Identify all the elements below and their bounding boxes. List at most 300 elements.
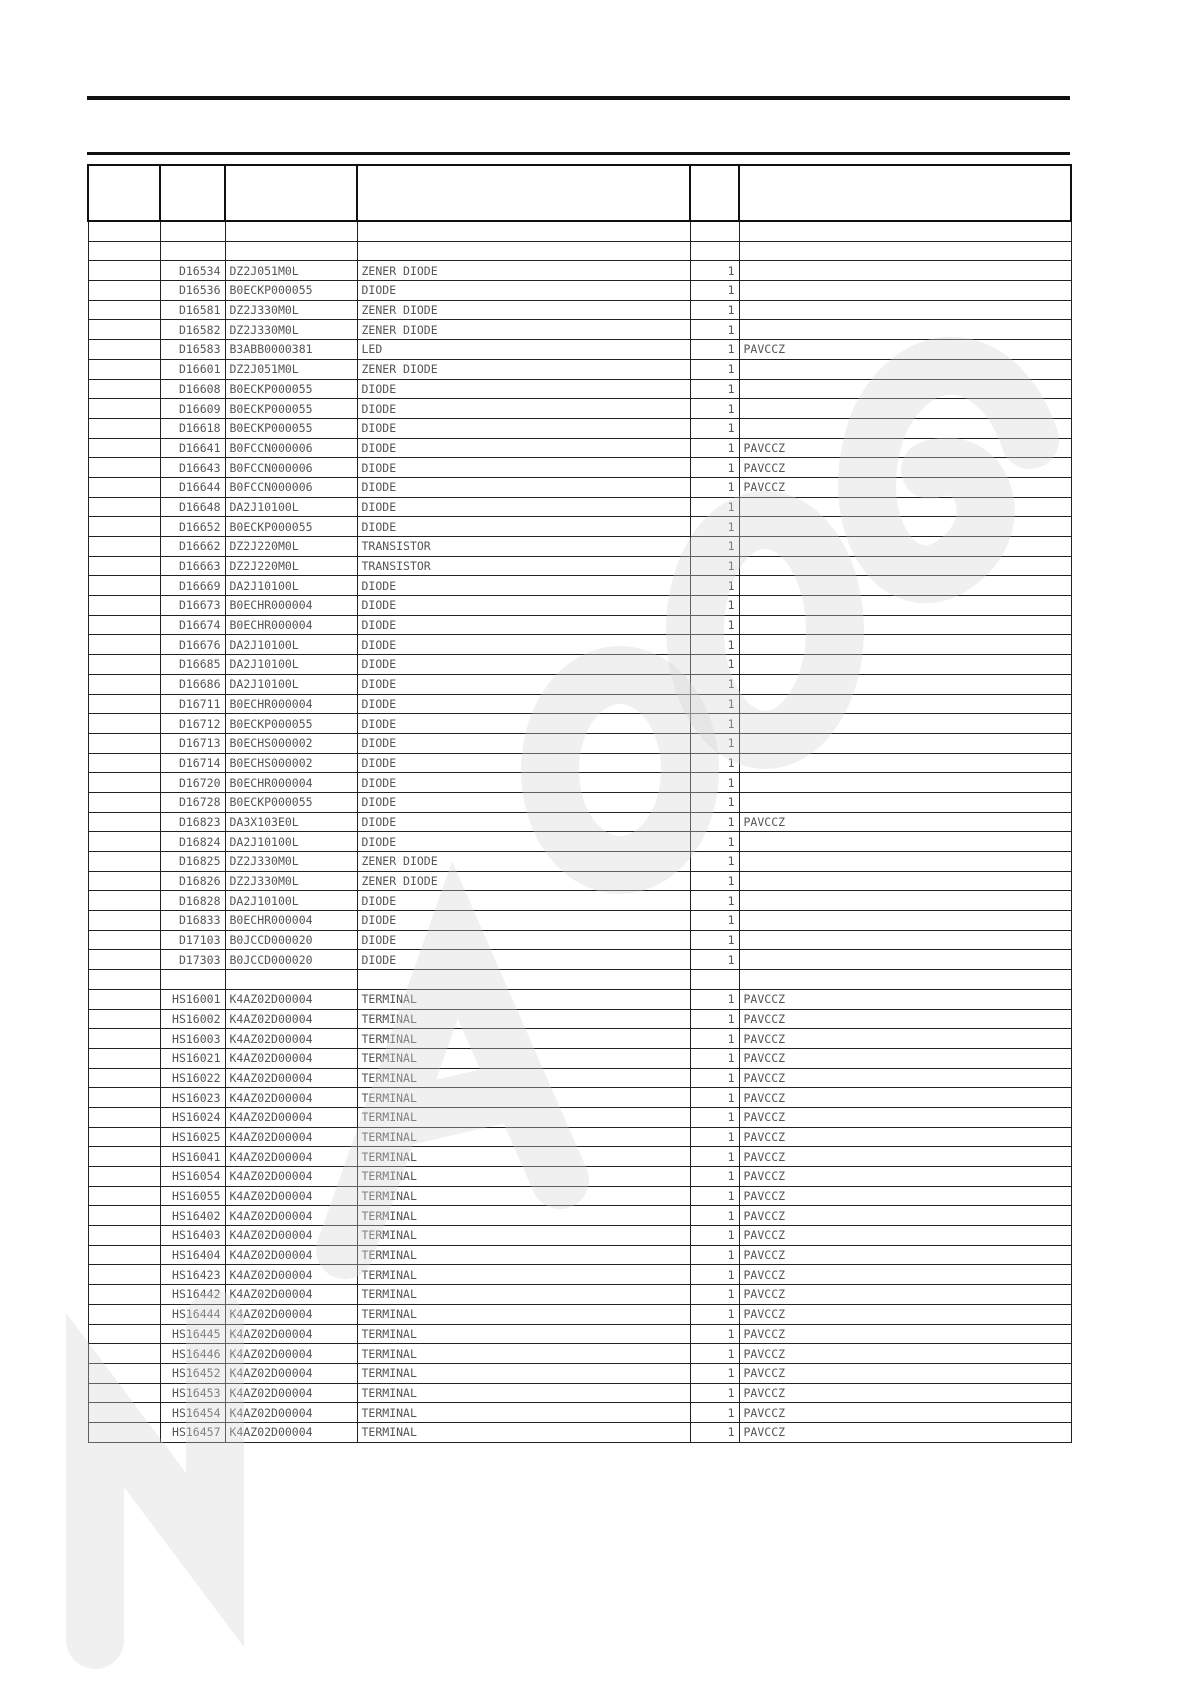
cell-remarks: PAVCCZ (739, 1383, 1071, 1403)
cell-part: DA2J10100L (225, 674, 357, 694)
cell-remarks (739, 714, 1071, 734)
cell-empty (88, 596, 160, 616)
cell-desc: DIODE (357, 832, 690, 852)
cell-qty: 1 (690, 320, 739, 340)
cell-ref (160, 970, 225, 990)
table-row (88, 635, 1071, 655)
cell-part: K4AZ02D00004 (225, 1147, 357, 1167)
cell-ref: D16828 (160, 891, 225, 911)
cell-qty: 1 (690, 832, 739, 852)
cell-part: K4AZ02D00004 (225, 1344, 357, 1364)
cell-desc (357, 970, 690, 990)
cell-empty (88, 792, 160, 812)
cell-remarks: PAVCCZ (739, 1048, 1071, 1068)
cell-qty: 1 (690, 1422, 739, 1442)
header-cell-remarks (739, 165, 1071, 221)
cell-part: DZ2J051M0L (225, 261, 357, 281)
cell-ref: D16609 (160, 399, 225, 419)
cell-ref: HS16001 (160, 989, 225, 1009)
cell-ref: D16608 (160, 379, 225, 399)
cell-remarks (739, 418, 1071, 438)
cell-empty (88, 221, 160, 241)
cell-remarks: PAVCCZ (739, 1206, 1071, 1226)
cell-remarks (739, 832, 1071, 852)
cell-ref: D17103 (160, 930, 225, 950)
cell-part: K4AZ02D00004 (225, 1048, 357, 1068)
cell-ref: HS16025 (160, 1127, 225, 1147)
cell-remarks: PAVCCZ (739, 1127, 1071, 1147)
cell-remarks (739, 970, 1071, 990)
cell-qty: 1 (690, 1226, 739, 1246)
table-row (88, 399, 1071, 419)
cell-desc: DIODE (357, 655, 690, 675)
cell-part: B0ECKP000055 (225, 517, 357, 537)
cell-empty (88, 1403, 160, 1423)
table-row (88, 615, 1071, 635)
cell-ref: HS16022 (160, 1068, 225, 1088)
cell-remarks: PAVCCZ (739, 1068, 1071, 1088)
cell-qty: 1 (690, 1324, 739, 1344)
cell-remarks: PAVCCZ (739, 1304, 1071, 1324)
header-cell-desc (357, 165, 690, 221)
cell-ref: D16833 (160, 911, 225, 931)
cell-desc (357, 241, 690, 261)
cell-remarks: PAVCCZ (739, 1226, 1071, 1246)
cell-part: DZ2J051M0L (225, 359, 357, 379)
cell-empty (88, 1088, 160, 1108)
cell-desc: DIODE (357, 792, 690, 812)
cell-empty (88, 1068, 160, 1088)
table-row (88, 320, 1071, 340)
parts-list-table (87, 164, 1072, 1443)
table-row (88, 1029, 1071, 1049)
cell-ref: D16534 (160, 261, 225, 281)
cell-remarks (739, 773, 1071, 793)
cell-ref: HS16402 (160, 1206, 225, 1226)
cell-part: K4AZ02D00004 (225, 1107, 357, 1127)
cell-ref: D16669 (160, 576, 225, 596)
table-row (88, 1344, 1071, 1364)
cell-ref: D16676 (160, 635, 225, 655)
table-row (88, 596, 1071, 616)
cell-empty (88, 832, 160, 852)
cell-ref: D16643 (160, 458, 225, 478)
cell-remarks (739, 655, 1071, 675)
cell-remarks (739, 733, 1071, 753)
cell-part: B0ECHR000004 (225, 596, 357, 616)
cell-part: B0FCCN000006 (225, 438, 357, 458)
table-row (88, 1245, 1071, 1265)
table-row (88, 1403, 1071, 1423)
cell-desc: DIODE (357, 635, 690, 655)
cell-part: K4AZ02D00004 (225, 1009, 357, 1029)
cell-part: DA2J10100L (225, 891, 357, 911)
cell-remarks (739, 261, 1071, 281)
cell-ref: D16583 (160, 340, 225, 360)
cell-empty (88, 989, 160, 1009)
cell-desc: DIODE (357, 773, 690, 793)
cell-ref: D16581 (160, 300, 225, 320)
cell-part: DZ2J330M0L (225, 852, 357, 872)
cell-remarks (739, 930, 1071, 950)
cell-desc: DIODE (357, 891, 690, 911)
cell-empty (88, 753, 160, 773)
cell-desc: DIODE (357, 281, 690, 301)
cell-qty: 1 (690, 1107, 739, 1127)
cell-empty (88, 714, 160, 734)
cell-part (225, 221, 357, 241)
table-row (88, 674, 1071, 694)
cell-desc: DIODE (357, 517, 690, 537)
cell-desc: TERMINAL (357, 1422, 690, 1442)
table-row (88, 1048, 1071, 1068)
cell-empty (88, 1383, 160, 1403)
table-row (88, 812, 1071, 832)
cell-desc: TERMINAL (357, 1383, 690, 1403)
cell-empty (88, 812, 160, 832)
cell-remarks (739, 635, 1071, 655)
cell-ref (160, 241, 225, 261)
cell-desc: DIODE (357, 615, 690, 635)
cell-part: DA3X103E0L (225, 812, 357, 832)
table-row (88, 1226, 1071, 1246)
cell-qty: 1 (690, 1363, 739, 1383)
cell-qty: 1 (690, 733, 739, 753)
table-row (88, 930, 1071, 950)
cell-part: K4AZ02D00004 (225, 1068, 357, 1088)
cell-ref: HS16054 (160, 1167, 225, 1187)
table-row (88, 792, 1071, 812)
cell-qty: 1 (690, 458, 739, 478)
table-row (88, 1009, 1071, 1029)
table-row (88, 1422, 1071, 1442)
cell-qty: 1 (690, 635, 739, 655)
cell-empty (88, 1186, 160, 1206)
cell-qty: 1 (690, 773, 739, 793)
cell-desc: DIODE (357, 930, 690, 950)
cell-part: K4AZ02D00004 (225, 1088, 357, 1108)
cell-desc: ZENER DIODE (357, 871, 690, 891)
cell-ref: HS16453 (160, 1383, 225, 1403)
table-row (88, 1127, 1071, 1147)
table-row (88, 458, 1071, 478)
cell-part: B3ABB0000381 (225, 340, 357, 360)
cell-ref: D16652 (160, 517, 225, 537)
cell-part: DA2J10100L (225, 832, 357, 852)
cell-desc: TERMINAL (357, 1068, 690, 1088)
cell-qty: 1 (690, 1304, 739, 1324)
cell-desc: TERMINAL (357, 1206, 690, 1226)
table-row (88, 655, 1071, 675)
cell-desc: TERMINAL (357, 1226, 690, 1246)
cell-ref: D16720 (160, 773, 225, 793)
cell-empty (88, 891, 160, 911)
cell-ref: D16641 (160, 438, 225, 458)
cell-part: DZ2J330M0L (225, 300, 357, 320)
table-row (88, 911, 1071, 931)
cell-desc: TERMINAL (357, 1363, 690, 1383)
table-row (88, 891, 1071, 911)
cell-qty: 1 (690, 281, 739, 301)
cell-qty: 1 (690, 399, 739, 419)
cell-part: K4AZ02D00004 (225, 1265, 357, 1285)
cell-desc: DIODE (357, 379, 690, 399)
cell-empty (88, 537, 160, 557)
cell-part: K4AZ02D00004 (225, 1383, 357, 1403)
cell-remarks: PAVCCZ (739, 1265, 1071, 1285)
cell-part (225, 970, 357, 990)
table-row (88, 418, 1071, 438)
cell-empty (88, 399, 160, 419)
cell-ref: HS16442 (160, 1285, 225, 1305)
cell-empty (88, 359, 160, 379)
cell-empty (88, 458, 160, 478)
table-row (88, 1363, 1071, 1383)
cell-ref (160, 221, 225, 241)
cell-ref: HS16403 (160, 1226, 225, 1246)
cell-remarks: PAVCCZ (739, 1324, 1071, 1344)
cell-qty (690, 970, 739, 990)
table-row (88, 852, 1071, 872)
cell-qty: 1 (690, 340, 739, 360)
cell-part: K4AZ02D00004 (225, 1167, 357, 1187)
cell-empty (88, 871, 160, 891)
cell-qty: 1 (690, 694, 739, 714)
cell-qty: 1 (690, 1048, 739, 1068)
cell-empty (88, 1029, 160, 1049)
header-cell-ref (160, 165, 225, 221)
table-row (88, 241, 1071, 261)
cell-empty (88, 340, 160, 360)
cell-qty: 1 (690, 753, 739, 773)
cell-ref: D16674 (160, 615, 225, 635)
cell-empty (88, 1324, 160, 1344)
cell-remarks: PAVCCZ (739, 1363, 1071, 1383)
cell-ref: D16536 (160, 281, 225, 301)
cell-desc: TERMINAL (357, 1265, 690, 1285)
cell-ref: HS16457 (160, 1422, 225, 1442)
cell-qty: 1 (690, 871, 739, 891)
cell-remarks: PAVCCZ (739, 1344, 1071, 1364)
table-row (88, 950, 1071, 970)
table-row (88, 1186, 1071, 1206)
cell-remarks: PAVCCZ (739, 1245, 1071, 1265)
cell-qty: 1 (690, 1167, 739, 1187)
cell-empty (88, 1226, 160, 1246)
table-row (88, 281, 1071, 301)
cell-ref: HS16452 (160, 1363, 225, 1383)
cell-part: K4AZ02D00004 (225, 1226, 357, 1246)
cell-remarks (739, 694, 1071, 714)
cell-part: DZ2J330M0L (225, 871, 357, 891)
cell-empty (88, 1147, 160, 1167)
table-row (88, 300, 1071, 320)
cell-ref: D16714 (160, 753, 225, 773)
cell-part: B0ECKP000055 (225, 418, 357, 438)
cell-ref: HS16445 (160, 1324, 225, 1344)
table-row (88, 1147, 1071, 1167)
cell-empty (88, 773, 160, 793)
cell-qty (690, 241, 739, 261)
header-cell-empty (88, 165, 160, 221)
cell-qty: 1 (690, 950, 739, 970)
cell-remarks: PAVCCZ (739, 812, 1071, 832)
cell-part: B0ECHS000002 (225, 753, 357, 773)
cell-remarks (739, 497, 1071, 517)
cell-remarks (739, 950, 1071, 970)
cell-remarks (739, 241, 1071, 261)
cell-ref: D16685 (160, 655, 225, 675)
cell-desc: DIODE (357, 497, 690, 517)
cell-qty: 1 (690, 1186, 739, 1206)
cell-empty (88, 320, 160, 340)
cell-desc: TERMINAL (357, 1088, 690, 1108)
cell-ref: D16662 (160, 537, 225, 557)
cell-empty (88, 1344, 160, 1364)
cell-empty (88, 556, 160, 576)
table-row (88, 340, 1071, 360)
cell-ref: D16711 (160, 694, 225, 714)
header-cell-part (225, 165, 357, 221)
cell-qty: 1 (690, 418, 739, 438)
cell-ref: D16648 (160, 497, 225, 517)
cell-remarks (739, 891, 1071, 911)
cell-desc: TERMINAL (357, 1009, 690, 1029)
table-row (88, 537, 1071, 557)
cell-desc: DIODE (357, 477, 690, 497)
cell-desc: TERMINAL (357, 1344, 690, 1364)
cell-qty: 1 (690, 891, 739, 911)
cell-remarks (739, 576, 1071, 596)
cell-desc: TERMINAL (357, 1127, 690, 1147)
cell-qty: 1 (690, 497, 739, 517)
cell-desc: TERMINAL (357, 1167, 690, 1187)
cell-desc: DIODE (357, 911, 690, 931)
cell-desc: ZENER DIODE (357, 359, 690, 379)
cell-qty: 1 (690, 792, 739, 812)
table-row (88, 1383, 1071, 1403)
cell-qty: 1 (690, 1068, 739, 1088)
table-row (88, 1167, 1071, 1187)
cell-qty (690, 221, 739, 241)
cell-desc: TERMINAL (357, 1147, 690, 1167)
cell-desc: DIODE (357, 714, 690, 734)
cell-qty: 1 (690, 989, 739, 1009)
cell-remarks (739, 517, 1071, 537)
cell-qty: 1 (690, 379, 739, 399)
cell-empty (88, 261, 160, 281)
cell-empty (88, 674, 160, 694)
table-row (88, 1107, 1071, 1127)
cell-part: K4AZ02D00004 (225, 1186, 357, 1206)
cell-ref: HS16454 (160, 1403, 225, 1423)
cell-empty (88, 911, 160, 931)
table-row (88, 733, 1071, 753)
cell-remarks: PAVCCZ (739, 1009, 1071, 1029)
cell-part: B0ECKP000055 (225, 379, 357, 399)
cell-desc (357, 221, 690, 241)
cell-part: B0FCCN000006 (225, 477, 357, 497)
cell-desc: TERMINAL (357, 1029, 690, 1049)
cell-desc: DIODE (357, 674, 690, 694)
cell-part: K4AZ02D00004 (225, 1285, 357, 1305)
cell-part: K4AZ02D00004 (225, 1324, 357, 1344)
cell-ref: HS16002 (160, 1009, 225, 1029)
table-row (88, 1285, 1071, 1305)
table-row (88, 970, 1071, 990)
cell-qty: 1 (690, 852, 739, 872)
cell-part: K4AZ02D00004 (225, 1127, 357, 1147)
cell-qty: 1 (690, 438, 739, 458)
section-rule (87, 152, 1070, 155)
cell-remarks (739, 753, 1071, 773)
cell-ref: D16601 (160, 359, 225, 379)
cell-qty: 1 (690, 1088, 739, 1108)
table-row (88, 1206, 1071, 1226)
cell-empty (88, 379, 160, 399)
cell-part: B0ECHR000004 (225, 911, 357, 931)
cell-remarks: PAVCCZ (739, 1029, 1071, 1049)
cell-empty (88, 576, 160, 596)
cell-desc: DIODE (357, 596, 690, 616)
table-row (88, 989, 1071, 1009)
table-row (88, 477, 1071, 497)
cell-empty (88, 1245, 160, 1265)
cell-qty: 1 (690, 1206, 739, 1226)
cell-part: B0JCCD000020 (225, 930, 357, 950)
cell-empty (88, 281, 160, 301)
cell-remarks: PAVCCZ (739, 1285, 1071, 1305)
cell-part: K4AZ02D00004 (225, 1206, 357, 1226)
cell-qty: 1 (690, 1127, 739, 1147)
cell-qty: 1 (690, 556, 739, 576)
cell-empty (88, 635, 160, 655)
cell-ref: D16823 (160, 812, 225, 832)
cell-empty (88, 241, 160, 261)
cell-desc: DIODE (357, 438, 690, 458)
cell-part: B0JCCD000020 (225, 950, 357, 970)
cell-empty (88, 1285, 160, 1305)
cell-remarks: PAVCCZ (739, 1088, 1071, 1108)
cell-qty: 1 (690, 911, 739, 931)
table-row (88, 773, 1071, 793)
cell-desc: DIODE (357, 733, 690, 753)
cell-remarks: PAVCCZ (739, 477, 1071, 497)
cell-desc: TRANSISTOR (357, 556, 690, 576)
cell-ref: D16825 (160, 852, 225, 872)
cell-part (225, 241, 357, 261)
cell-qty: 1 (690, 1029, 739, 1049)
cell-empty (88, 1422, 160, 1442)
cell-desc: ZENER DIODE (357, 320, 690, 340)
cell-ref: HS16023 (160, 1088, 225, 1108)
cell-qty: 1 (690, 1383, 739, 1403)
cell-remarks: PAVCCZ (739, 1186, 1071, 1206)
cell-remarks: PAVCCZ (739, 1167, 1071, 1187)
cell-desc: DIODE (357, 950, 690, 970)
cell-empty (88, 615, 160, 635)
cell-desc: DIODE (357, 812, 690, 832)
cell-part: B0ECKP000055 (225, 281, 357, 301)
cell-desc: TRANSISTOR (357, 537, 690, 557)
cell-ref: D16673 (160, 596, 225, 616)
cell-empty (88, 970, 160, 990)
cell-part: B0ECHS000002 (225, 733, 357, 753)
cell-part: DA2J10100L (225, 655, 357, 675)
cell-empty (88, 300, 160, 320)
header-cell-qty (690, 165, 739, 221)
cell-empty (88, 1048, 160, 1068)
